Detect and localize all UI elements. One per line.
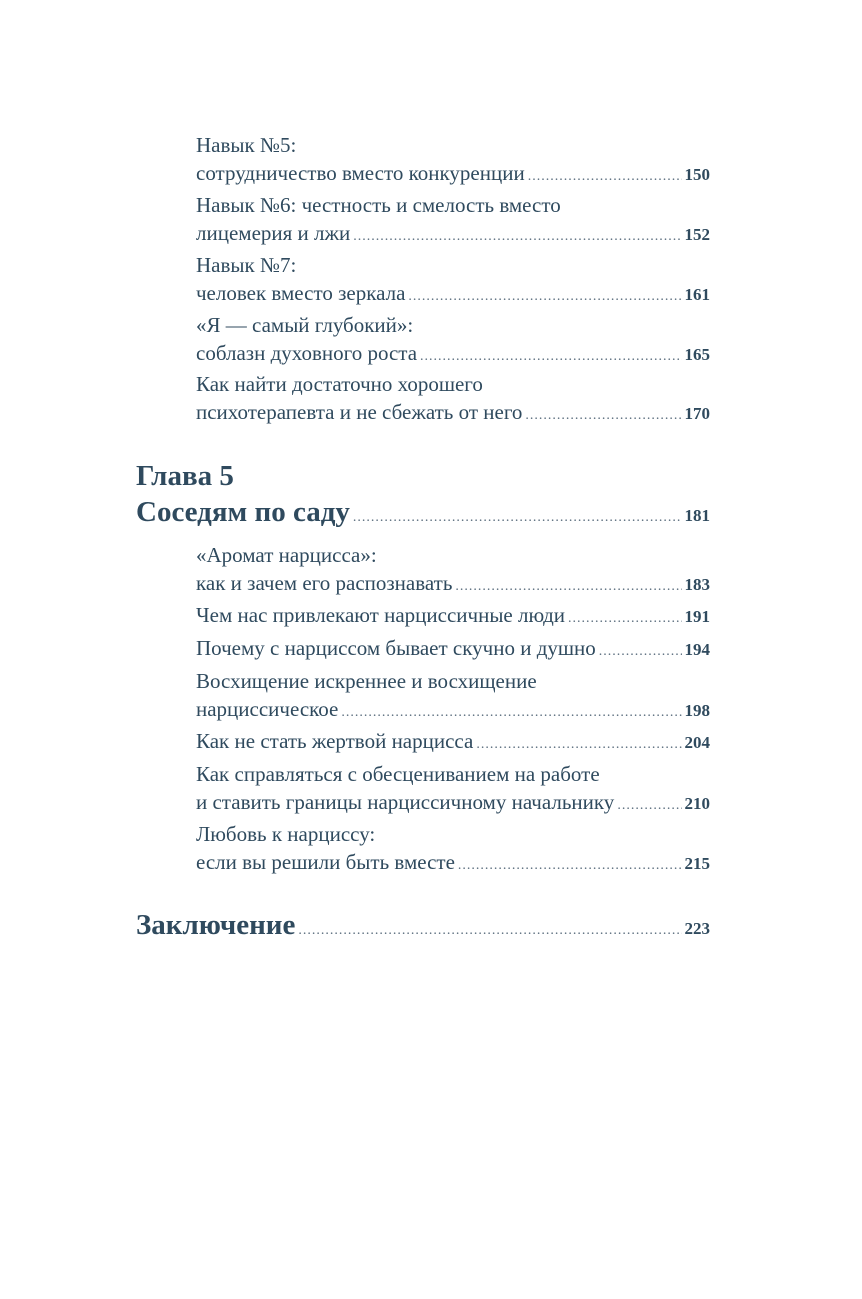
toc-entry-line: Как найти достаточно хорошего: [196, 372, 483, 396]
page-number: 161: [684, 285, 710, 304]
toc-entry-line: «Аромат нарцисса»:: [196, 543, 377, 567]
toc-entry-title: как и зачем его распознавать: [196, 571, 453, 595]
page-number: 183: [684, 575, 710, 594]
toc-entry-leader: [196, 219, 710, 251]
toc-entry-leader: [196, 788, 710, 820]
chapter-title: Соседям по саду: [136, 496, 350, 528]
toc-entry-leader: [196, 848, 710, 880]
toc-entry[interactable]: [196, 311, 710, 371]
toc-entry-title: человек вместо зеркала: [196, 281, 406, 305]
toc-entry[interactable]: [196, 370, 710, 430]
toc-entry-title: соблазн духовного роста: [196, 341, 418, 365]
toc-entry[interactable]: [196, 667, 710, 727]
dot-leader: [458, 852, 682, 880]
toc-entry-leader: [196, 634, 710, 666]
page-number: 152: [684, 225, 710, 244]
toc-entry-title: и ставить границы нарциссичному начальнику: [196, 790, 615, 814]
toc-entry-title: Как не стать жертвой нарцисса: [196, 729, 474, 753]
toc-entry[interactable]: [196, 541, 710, 601]
toc-entry-line: Любовь к нарциссу:: [196, 822, 376, 846]
toc-entry-line: Навык №7:: [196, 253, 297, 277]
dot-leader: [476, 731, 681, 759]
dot-leader: [528, 163, 682, 191]
page-number: 198: [684, 701, 710, 720]
toc-entry-line: Навык №6: честность и смелость вместо: [196, 193, 561, 217]
toc-entry-title: сотрудничество вместо конкуренции: [196, 161, 525, 185]
dot-leader: [617, 792, 681, 820]
toc-entry-title: Чем нас привлекают нарциссичные люди: [196, 603, 566, 627]
page-number: 223: [684, 919, 710, 938]
dot-leader: [568, 605, 681, 633]
chapter-label: Глава 5: [136, 460, 234, 492]
toc-entry[interactable]: [196, 820, 710, 880]
toc-entry-leader: [196, 695, 710, 727]
toc-entry-line: «Я — самый глубокий»:: [196, 313, 414, 337]
page-number: 181: [684, 506, 710, 525]
conclusion-title: Заключение: [136, 909, 296, 941]
toc-entry-line: Восхищение искреннее и восхищение: [196, 669, 537, 693]
toc-entry[interactable]: [196, 727, 710, 759]
toc-entry-title: психотерапевта и не сбежать от него: [196, 400, 523, 424]
toc-entry-line: Навык №5:: [196, 133, 297, 157]
dot-leader: [341, 699, 681, 727]
toc-entry[interactable]: [196, 634, 710, 666]
toc-entry-leader: [196, 398, 710, 430]
page-number: 194: [684, 640, 710, 659]
toc-entry[interactable]: [196, 760, 710, 820]
toc-entry-leader: [196, 727, 710, 759]
chapter-title-row[interactable]: [136, 496, 710, 529]
dot-leader: [353, 223, 681, 251]
dot-leader: [599, 638, 682, 666]
dot-leader: [525, 402, 681, 430]
toc-entry-title: если вы решили быть вместе: [196, 850, 455, 874]
toc-entry-leader: [196, 159, 710, 191]
dot-leader: [455, 573, 681, 601]
page-number: 204: [684, 733, 710, 752]
toc-entry[interactable]: [196, 251, 710, 311]
page-number: 150: [684, 165, 710, 184]
toc-entry-title: Почему с нарциссом бывает скучно и душно: [196, 636, 596, 660]
conclusion-row[interactable]: [136, 909, 710, 942]
dot-leader: [353, 510, 682, 526]
toc-entry-leader: [196, 279, 710, 311]
page-number: 210: [684, 794, 710, 813]
dot-leader: [408, 283, 681, 311]
dot-leader: [420, 343, 681, 371]
page-number: 215: [684, 854, 710, 873]
dot-leader: [298, 923, 681, 939]
page-number: 165: [684, 345, 710, 364]
toc-entry-leader: [196, 339, 710, 371]
toc-entry-leader: [196, 601, 710, 633]
toc-entry[interactable]: [196, 601, 710, 633]
page-number: 191: [684, 607, 710, 626]
toc-entry-leader: [196, 569, 710, 601]
toc-entry[interactable]: [196, 131, 710, 191]
toc-entry-title: лицемерия и лжи: [196, 221, 351, 245]
toc-entry-title: нарциссическое: [196, 697, 339, 721]
toc-entry-line: Как справляться с обесцениванием на работе: [196, 762, 600, 786]
toc-entry[interactable]: [196, 191, 710, 251]
page-number: 170: [684, 404, 710, 423]
